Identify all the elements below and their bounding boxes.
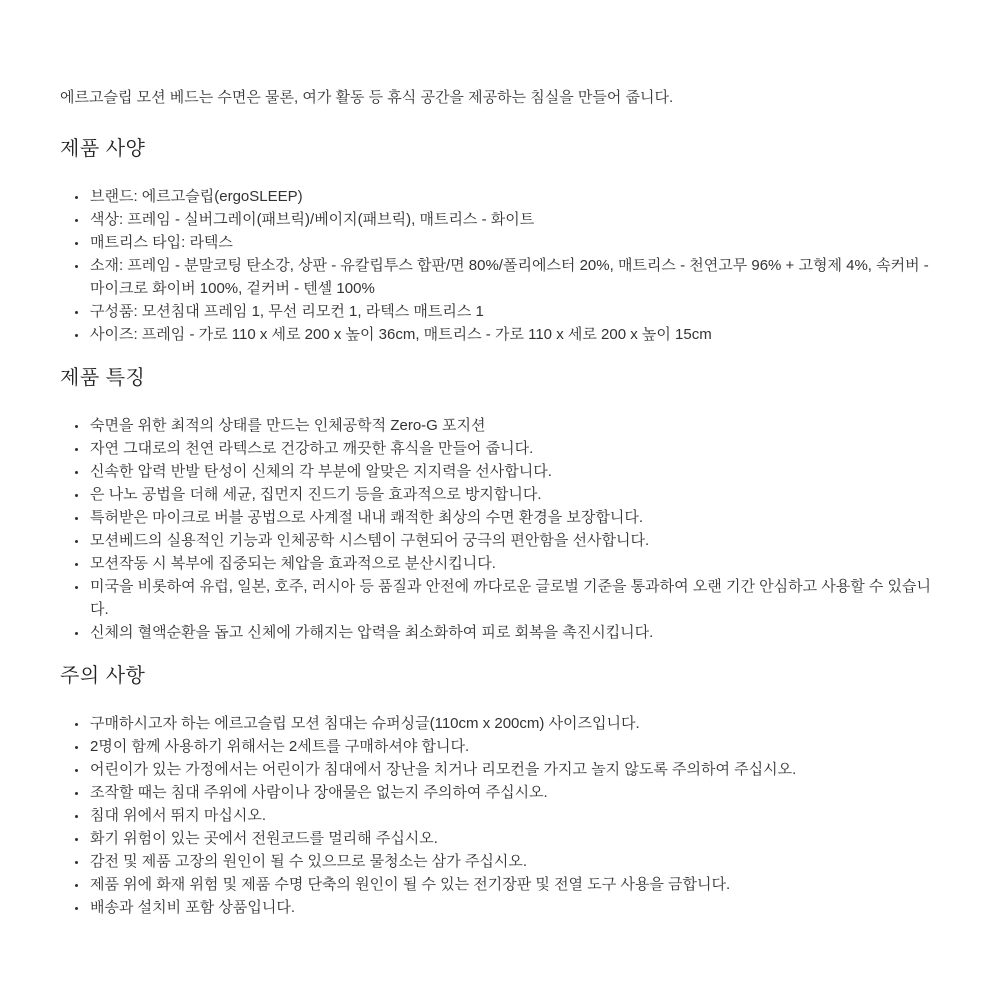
- section-product-features: [60, 366, 940, 644]
- feature-item: • 미국을 비롯하여 유럽, 일본, 호주, 러시아 등 품질과 안전에 까다로운 글로벌 기준을 통과하여 오랜 기간 안심하고 사용할 수 있습니다.: [88, 575, 940, 621]
- section-cautions: [60, 664, 940, 919]
- caution-item: • 구매하시고자 하는 에르고슬립 모션 침대는 슈퍼싱글(110cm x 200cm) 사이즈입니다.: [88, 712, 940, 735]
- caution-item: • 2명이 함께 사용하기 위해서는 2세트를 구매하셔야 합니다.: [88, 735, 940, 758]
- spec-item-brand: • 브랜드: 에르고슬립(ergoSLEEP): [88, 185, 940, 208]
- spec-list: [60, 185, 940, 346]
- feature-list: [60, 414, 940, 644]
- spec-item-components: • 구성품: 모션침대 프레임 1, 무선 리모컨 1, 라텍스 매트리스 1: [88, 300, 940, 323]
- feature-item: • 특허받은 마이크로 버블 공법으로 사계절 내내 쾌적한 최상의 수면 환경을 보장합니다.: [88, 506, 940, 529]
- feature-item: • 모션작동 시 복부에 집중되는 체압을 효과적으로 분산시킵니다.: [88, 552, 940, 575]
- spec-item-size: • 사이즈: 프레임 - 가로 110 x 세로 200 x 높이 36cm, 매트리스 - 가로 110 x 세로 200 x 높이 15cm: [88, 323, 940, 346]
- section-title-features: 제품 특징: [60, 367, 146, 389]
- caution-item: • 배송과 설치비 포함 상품입니다.: [88, 896, 940, 919]
- feature-item: • 신속한 압력 반발 탄성이 신체의 각 부분에 알맞은 지지력을 선사합니다.: [88, 460, 940, 483]
- caution-list: [60, 712, 940, 919]
- spec-item-mattress-type: • 매트리스 타입: 라텍스: [88, 231, 940, 254]
- feature-item: • 신체의 혈액순환을 돕고 신체에 가해지는 압력을 최소화하여 피로 회복을 촉진시킵니다.: [88, 621, 940, 644]
- spec-item-material: • 소재: 프레임 - 분말코팅 탄소강, 상판 - 유칼립투스 합판/면 80%/폴리에스터 20%, 매트리스 - 천연고무 96% + 고형제 4%, 속커버 - 마이크로 화이버 100%, 겉커버 - 텐셀 100%: [88, 254, 940, 300]
- feature-item: • 자연 그대로의 천연 라텍스로 건강하고 깨끗한 휴식을 만들어 줍니다.: [88, 437, 940, 460]
- section-product-specs: [60, 137, 940, 346]
- caution-item: • 침대 위에서 뛰지 마십시오.: [88, 804, 940, 827]
- caution-item: • 감전 및 제품 고장의 원인이 될 수 있으므로 물청소는 삼가 주십시오.: [88, 850, 940, 873]
- feature-item: • 모션베드의 실용적인 기능과 인체공학 시스템이 구현되어 궁극의 편안함을 선사합니다.: [88, 529, 940, 552]
- section-title-cautions: 주의 사항: [60, 665, 146, 687]
- caution-item: • 제품 위에 화재 위험 및 제품 수명 단축의 원인이 될 수 있는 전기장판 및 전열 도구 사용을 금합니다.: [88, 873, 940, 896]
- intro-text: 에르고슬립 모션 베드는 수면은 물론, 여가 활동 등 휴식 공간을 제공하는 침실을 만들어 줍니다.: [60, 89, 674, 106]
- feature-item: • 은 나노 공법을 더해 세균, 집먼지 진드기 등을 효과적으로 방지합니다.: [88, 483, 940, 506]
- caution-item: • 조작할 때는 침대 주위에 사람이나 장애물은 없는지 주의하여 주십시오.: [88, 781, 940, 804]
- caution-item: • 화기 위험이 있는 곳에서 전원코드를 멀리해 주십시오.: [88, 827, 940, 850]
- feature-item: • 숙면을 위한 최적의 상태를 만드는 인체공학적 Zero-G 포지션: [88, 414, 940, 437]
- spec-item-color: • 색상: 프레임 - 실버그레이(패브릭)/베이지(패브릭), 매트리스 - 화이트: [88, 208, 940, 231]
- section-title-specs: 제품 사양: [60, 138, 146, 160]
- caution-item: • 어린이가 있는 가정에서는 어린이가 침대에서 장난을 치거나 리모컨을 가지고 놀지 않도록 주의하여 주십시오.: [88, 758, 940, 781]
